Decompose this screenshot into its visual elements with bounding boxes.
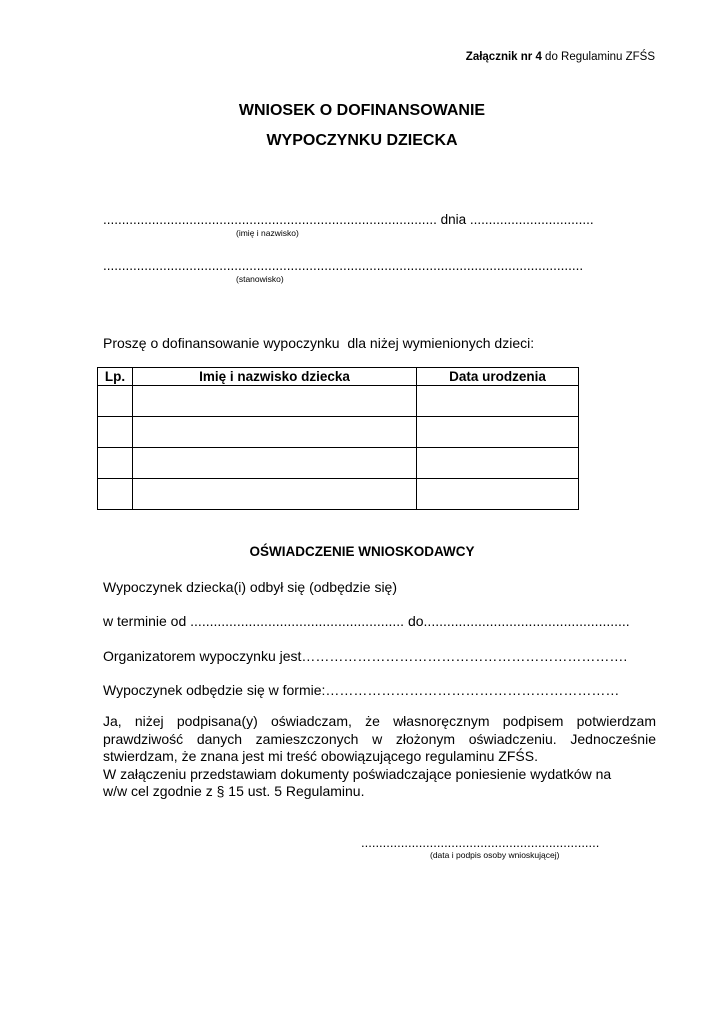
column-header-birth-date: Data urodzenia	[417, 368, 579, 386]
table-cell-birth-date[interactable]	[417, 386, 579, 417]
table-row	[98, 417, 579, 448]
statement-line: W załączeniu przedstawiam dokumenty poświadczające poniesienie wydatków na	[103, 765, 612, 782]
signature-caption: (data i podpis osoby wnioskującej)	[430, 850, 560, 860]
name-date-field[interactable]: ......................................................................................... dnia .................................	[103, 212, 594, 227]
attachment-note	[466, 51, 655, 63]
table-cell-child-name[interactable]	[133, 417, 417, 448]
statement-line: Ja, niżej podpisana(y) oświadczam, że własnoręcznym podpisem potwierdzam	[103, 713, 656, 729]
declaration-heading: OŚWIADCZENIE WNIOSKODAWCY	[249, 544, 475, 559]
column-header-lp: Lp.	[98, 368, 133, 386]
declaration-period-field[interactable]: w terminie od ....................................................... do.....................................................	[103, 613, 630, 629]
statement-line: prawdziwość danych zamieszczonych w złożonym oświadczeniu. Jednocześnie	[103, 730, 656, 747]
attachment-reference: do Regulaminu ZFŚS	[541, 51, 655, 63]
form-title-line2: WYPOCZYNKU DZIECKA	[266, 132, 458, 149]
declaration-organizer-field[interactable]: Organizatorem wypoczynku jest…………………………………………………………….	[103, 648, 628, 664]
request-text: Proszę o dofinansowanie wypoczynku dla niżej wymienionych dzieci:	[103, 335, 535, 351]
statement-line: stwierdzam, że znana jest mi treść obowiązującego regulaminu ZFŚS.	[103, 748, 538, 764]
table-cell-lp[interactable]	[98, 479, 133, 510]
table-cell-lp[interactable]	[98, 386, 133, 417]
declaration-holiday-line: Wypoczynek dziecka(i) odbył się (odbędzie się)	[103, 579, 397, 595]
declaration-form-field[interactable]: Wypoczynek odbędzie się w formie:………………………………………………………	[103, 682, 620, 698]
table-row	[98, 448, 579, 479]
statement-line: w/w cel zgodnie z § 15 ust. 5 Regulaminu.	[103, 783, 365, 799]
table-cell-birth-date[interactable]	[417, 479, 579, 510]
table-header-row	[98, 368, 579, 386]
form-title-line1: WNIOSEK O DOFINANSOWANIE	[238, 102, 486, 119]
declaration-statement	[103, 713, 656, 801]
table-row	[98, 479, 579, 510]
name-caption: (imię i nazwisko)	[236, 228, 299, 238]
column-header-child-name: Imię i nazwisko dziecka	[133, 368, 417, 386]
children-table	[97, 367, 579, 510]
table-cell-child-name[interactable]	[133, 448, 417, 479]
table-row	[98, 386, 579, 417]
table-cell-lp[interactable]	[98, 417, 133, 448]
position-caption: (stanowisko)	[236, 274, 284, 284]
table-cell-birth-date[interactable]	[417, 417, 579, 448]
attachment-number: Załącznik nr 4	[465, 51, 542, 63]
table-cell-child-name[interactable]	[133, 479, 417, 510]
table-cell-lp[interactable]	[98, 448, 133, 479]
table-cell-birth-date[interactable]	[417, 448, 579, 479]
position-field[interactable]: ................................................................................................................................	[103, 258, 584, 273]
signature-field[interactable]: ..................................................................	[361, 835, 600, 850]
table-cell-child-name[interactable]	[133, 386, 417, 417]
